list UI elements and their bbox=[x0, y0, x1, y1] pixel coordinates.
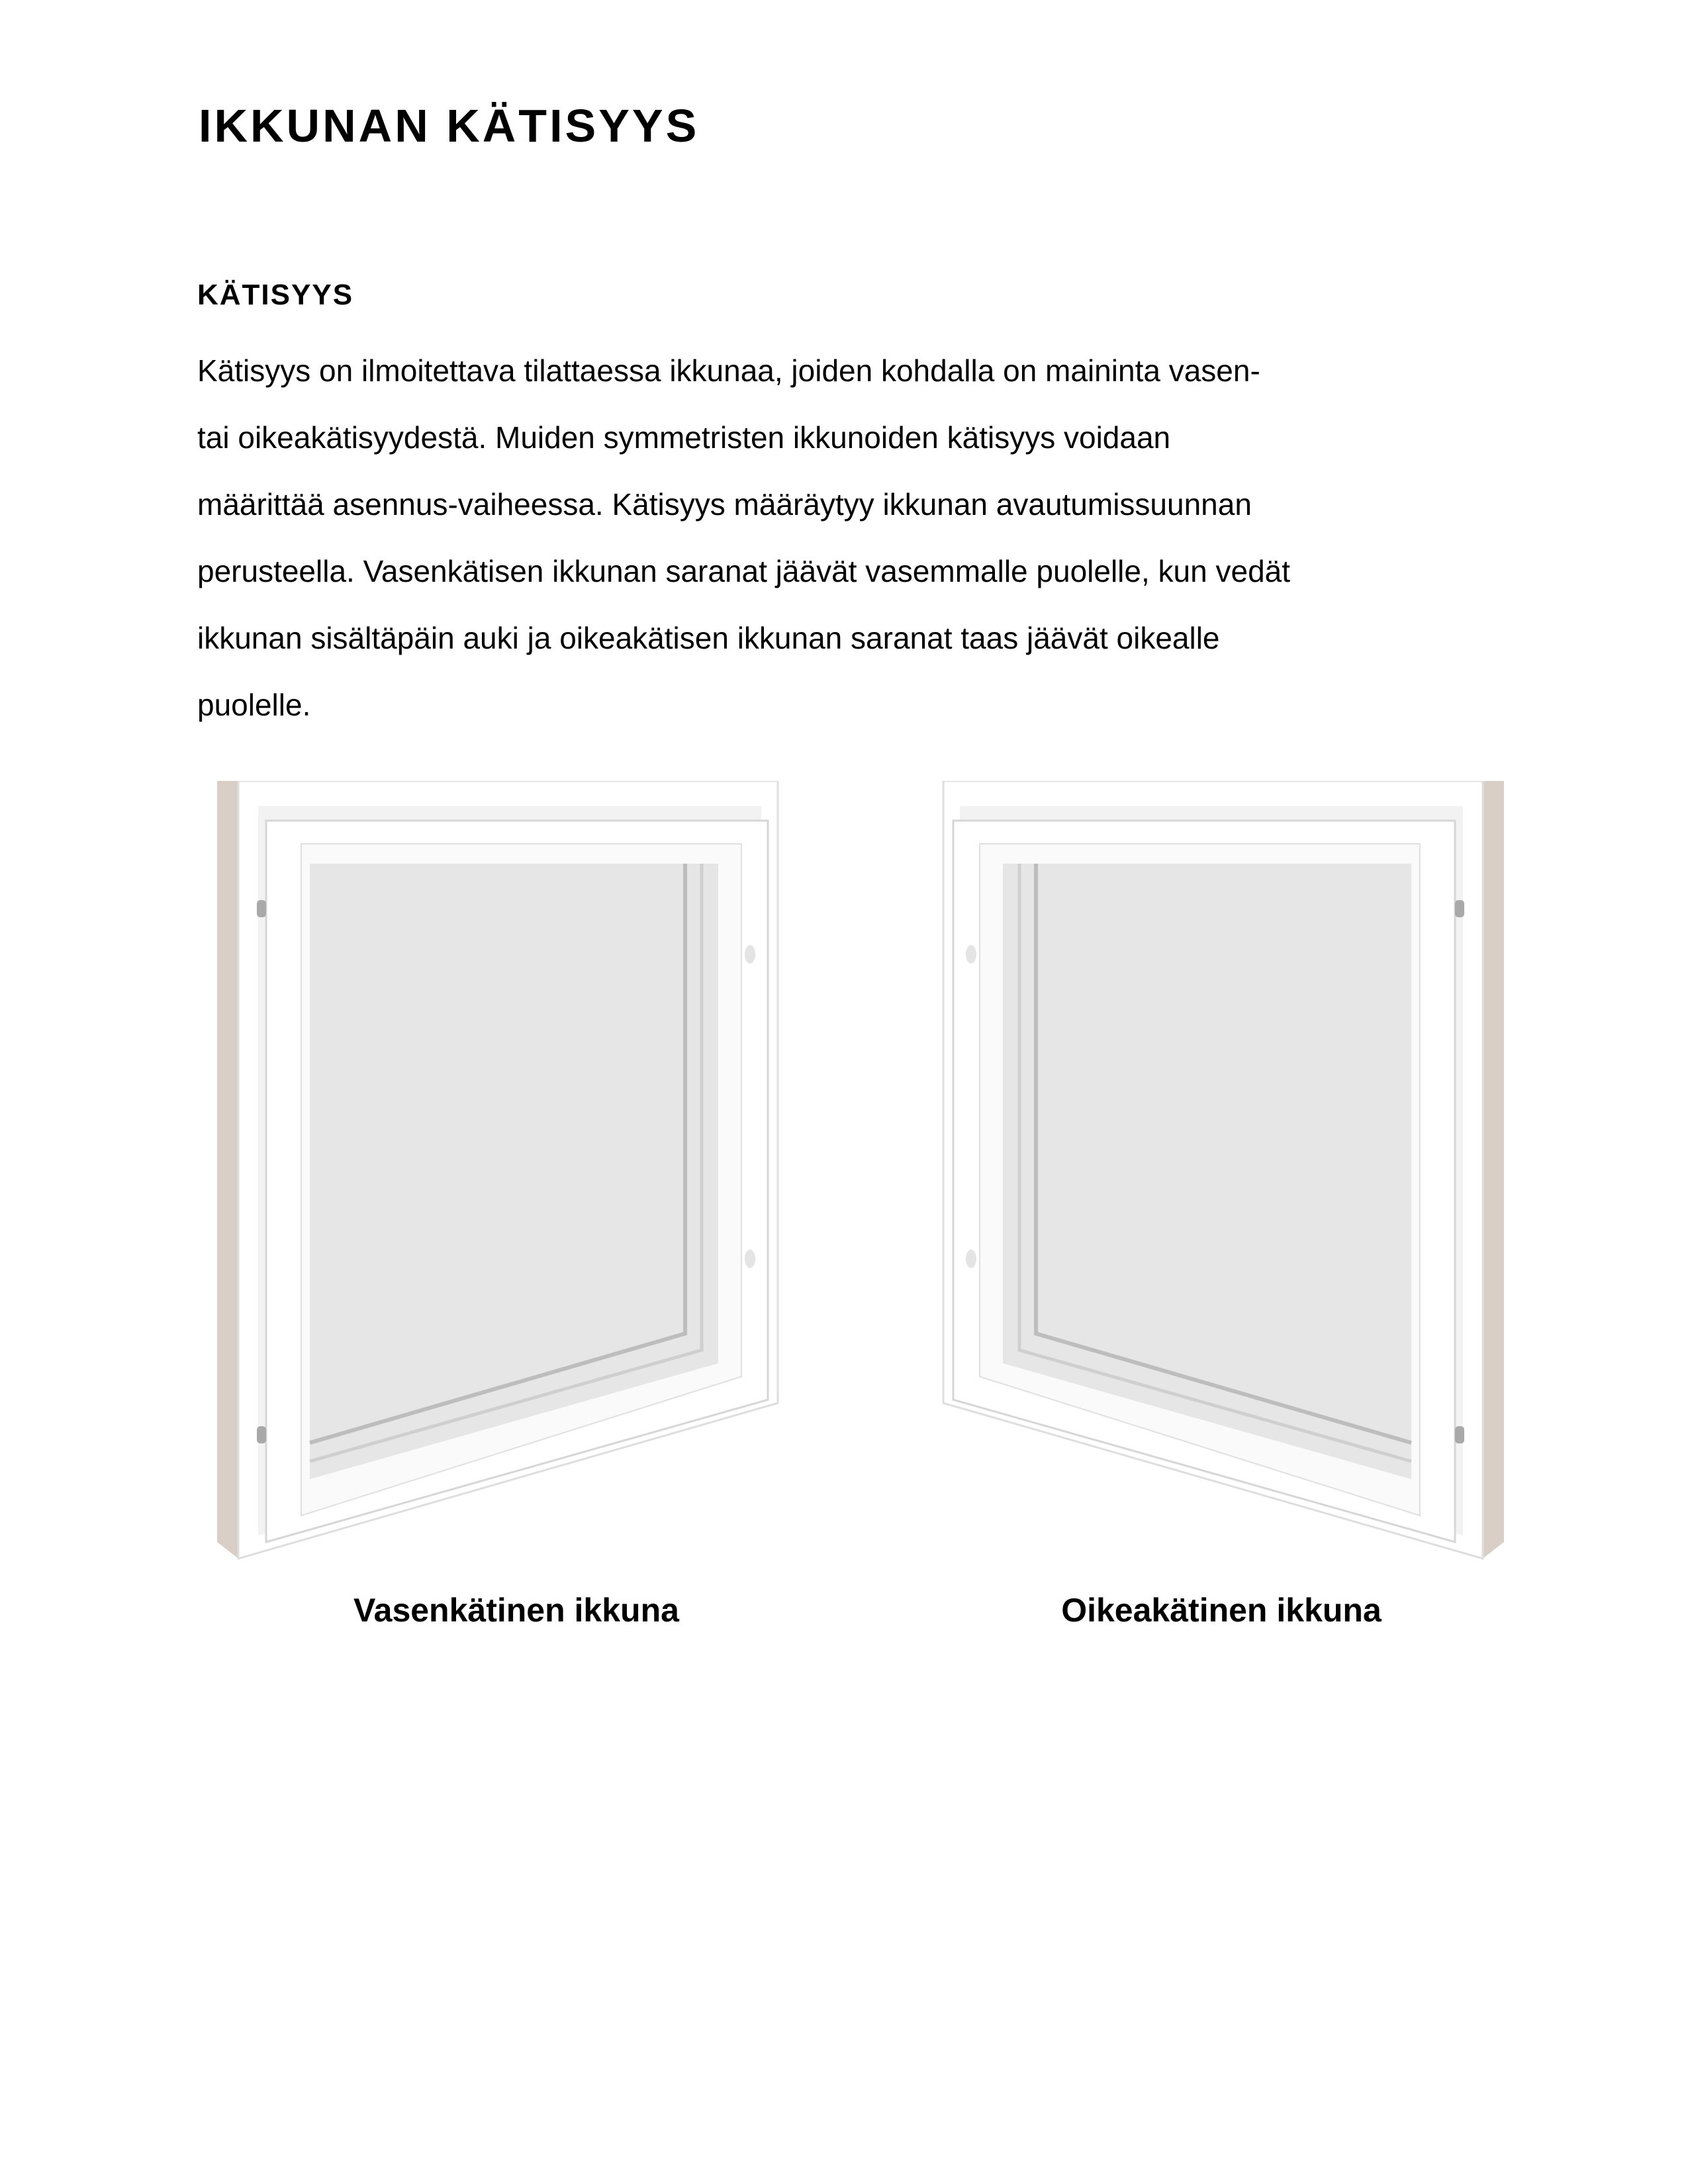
section-heading: KÄTISYYS bbox=[197, 279, 354, 311]
body-line: tai oikeakätisyydestä. Muiden symmetristen ikkunoiden kätisyys voidaan bbox=[197, 420, 1171, 455]
page-title: IKKUNAN KÄTISYYS bbox=[199, 100, 700, 152]
body-line: määrittää asennus-vaiheessa. Kätisyys määräytyy ikkunan avautumissuunnan bbox=[197, 487, 1252, 522]
body-line: perusteella. Vasenkätisen ikkunan saranat jäävät vasemmalle puolelle, kun vedät bbox=[197, 554, 1291, 588]
body-line: Kätisyys on ilmoitettava tilattaessa ikkunaa, joiden kohdalla on maininta vasen- bbox=[197, 353, 1260, 388]
body-line: ikkunan sisältäpäin auki ja oikeakätisen ikkunan saranat taas jäävät oikealle bbox=[197, 621, 1220, 655]
left-handed-window-image bbox=[212, 781, 794, 1569]
caption-left-handed-window: Vasenkätinen ikkuna bbox=[353, 1592, 679, 1629]
caption-right-handed-window: Oikeakätinen ikkuna bbox=[1061, 1592, 1382, 1629]
right-handed-window-image bbox=[927, 781, 1509, 1569]
body-paragraph bbox=[197, 338, 1495, 739]
body-line: puolelle. bbox=[197, 688, 311, 722]
